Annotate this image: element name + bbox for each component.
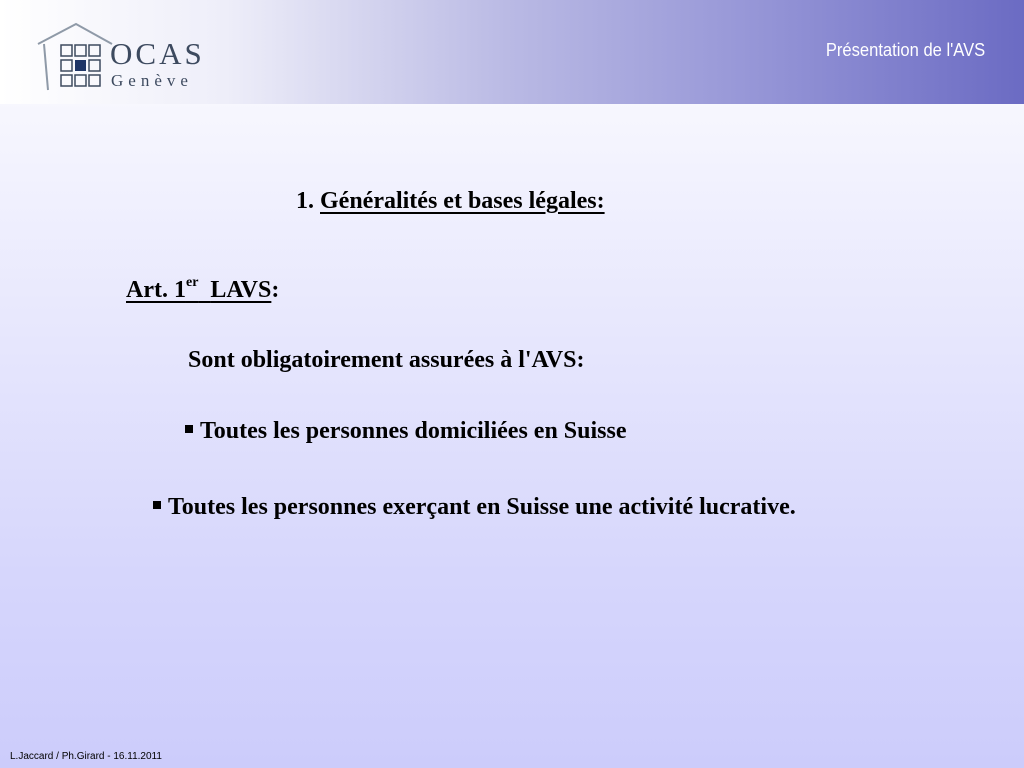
bullet-text: Toutes les personnes exerçant en Suisse une activité lucrative.	[168, 494, 796, 520]
header-bar	[0, 0, 1024, 104]
article-colon: :	[271, 277, 280, 303]
section-title: Généralités et bases légales:	[320, 188, 605, 214]
ocas-logo	[36, 20, 206, 94]
article-superscript: er	[185, 275, 199, 290]
section-heading	[296, 188, 605, 215]
intro-text: Sont obligatoirement assurées à l'AVS:	[188, 347, 585, 373]
bullet-text: Toutes les personnes domiciliées en Suisse	[200, 418, 627, 444]
bullet-item	[153, 494, 796, 521]
article-prefix: Art. 1	[126, 277, 186, 303]
bullet-square-icon	[185, 425, 193, 433]
article-link-text	[126, 277, 271, 303]
article-law: LAVS	[210, 277, 272, 303]
bullet-square-icon	[153, 501, 161, 509]
presentation-title: Présentation de l'AVS	[825, 40, 985, 60]
logo-subtitle: Genève	[111, 71, 193, 90]
article-reference	[126, 277, 279, 304]
section-number: 1.	[296, 188, 314, 214]
bullet-item	[185, 418, 626, 445]
logo-name: OCAS	[110, 36, 205, 71]
footer-credits: L.Jaccard / Ph.Girard - 16.11.2011	[10, 751, 162, 762]
